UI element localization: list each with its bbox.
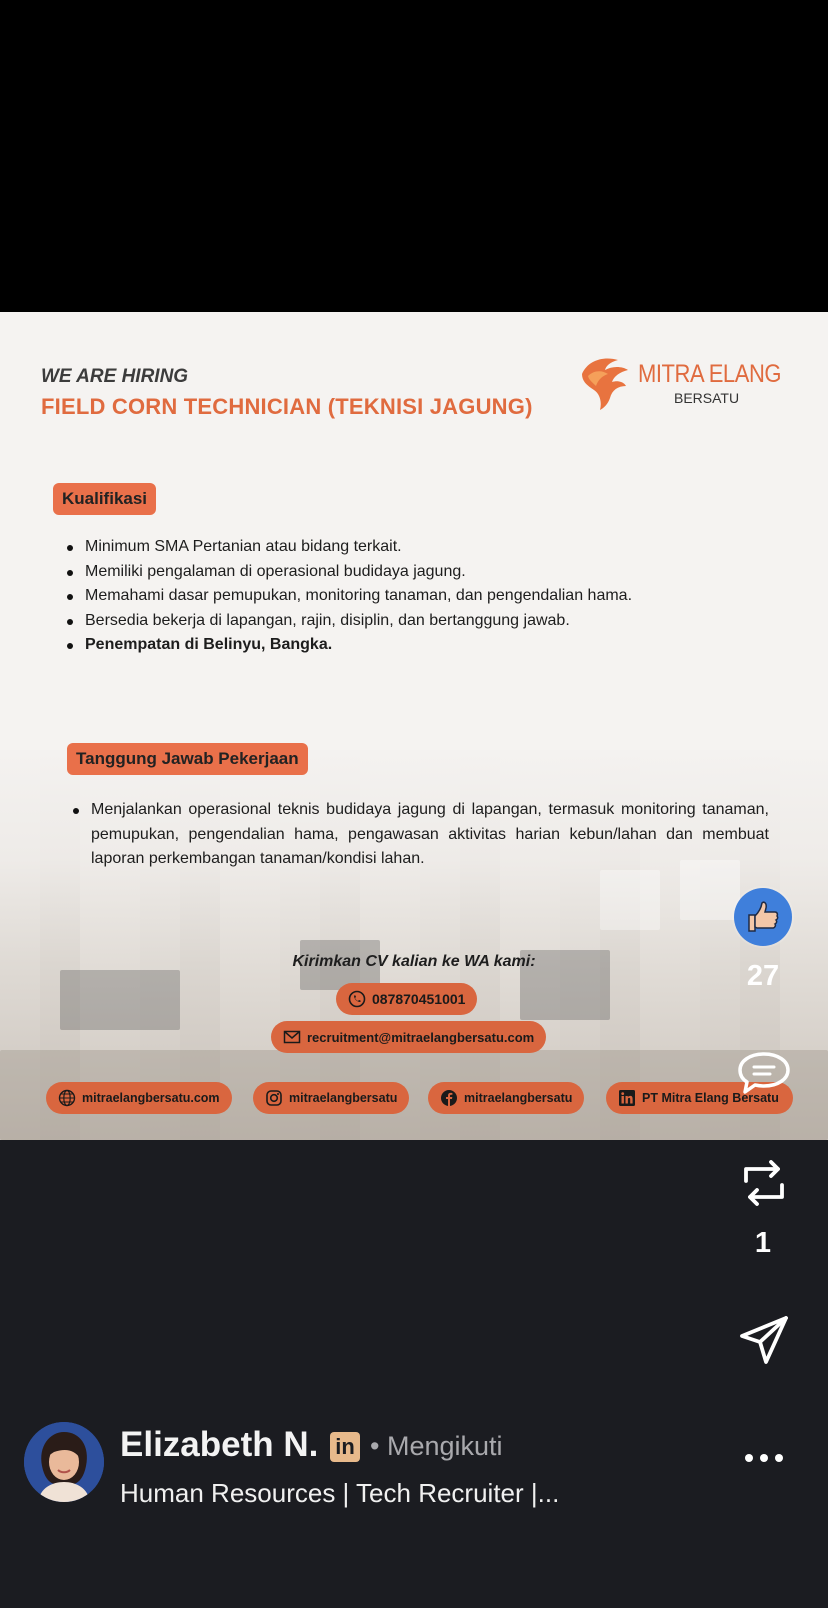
qualifications-list bbox=[63, 535, 743, 658]
bottom-panel bbox=[0, 1140, 828, 1608]
company-logo bbox=[578, 354, 782, 414]
linkedin-icon bbox=[618, 1089, 636, 1107]
post-image[interactable] bbox=[0, 312, 828, 1140]
responsibilities-heading: Tanggung Jawab Pekerjaan bbox=[67, 743, 308, 775]
instagram-handle: mitraelangbersatu bbox=[289, 1091, 398, 1105]
responsibility-item: Menjalankan operasional teknis budidaya jagung di lapangan, termasuk monitoring tanaman, pemupukan, pengendalian hama, pengawasan aktivitas harian kebun/lahan dan membuat laporan perkembangan tanaman/kondisi lahan. bbox=[69, 798, 769, 872]
like-icon bbox=[743, 897, 783, 937]
author-headline: Human Resources | Tech Recruiter |... bbox=[120, 1478, 560, 1508]
send-cv-text: Kirimkan CV kalian ke WA kami: bbox=[292, 953, 536, 970]
logo-name: MITRA ELANG bbox=[638, 360, 782, 388]
avatar[interactable] bbox=[24, 1422, 104, 1502]
qualification-item: Bersedia bekerja di lapangan, rajin, disiplin, dan bertanggung jawab. bbox=[63, 609, 743, 634]
qualification-item: Memiliki pengalaman di operasional budidaya jagung. bbox=[63, 560, 743, 585]
instagram-contact bbox=[253, 1082, 409, 1114]
author-photo bbox=[24, 1422, 104, 1502]
qualifications-heading: Kualifikasi bbox=[53, 483, 156, 515]
responsibilities-list bbox=[69, 798, 769, 872]
facebook-icon bbox=[440, 1089, 458, 1107]
more-dot bbox=[745, 1454, 753, 1462]
email-contact bbox=[271, 1021, 546, 1053]
repost-button[interactable] bbox=[738, 1157, 790, 1209]
repost-icon bbox=[740, 1157, 788, 1209]
follow-status[interactable]: • Mengikuti bbox=[370, 1431, 503, 1461]
job-title: FIELD CORN TECHNICIAN (TEKNISI JAGUNG) bbox=[41, 394, 533, 419]
more-dot bbox=[775, 1454, 783, 1462]
like-count: 27 bbox=[746, 960, 780, 992]
linkedin-badge-icon: in bbox=[330, 1432, 360, 1462]
whatsapp-icon bbox=[348, 990, 366, 1008]
more-dot bbox=[760, 1454, 768, 1462]
whatsapp-contact bbox=[336, 983, 477, 1015]
author-name[interactable]: Elizabeth N. bbox=[120, 1425, 319, 1464]
more-icon[interactable] bbox=[742, 1448, 786, 1468]
comment-button[interactable] bbox=[737, 1051, 791, 1095]
hiring-label: WE ARE HIRING bbox=[41, 366, 189, 387]
top-black-area bbox=[0, 0, 828, 312]
send-icon bbox=[738, 1314, 790, 1366]
qualification-item: Minimum SMA Pertanian atau bidang terkait. bbox=[63, 535, 743, 560]
qualification-item: Memahami dasar pemupukan, monitoring tanaman, dan pengendalian hama. bbox=[63, 584, 743, 609]
email-address: recruitment@mitraelangbersatu.com bbox=[307, 1029, 535, 1045]
eagle-logo-icon bbox=[578, 354, 630, 410]
send-button[interactable] bbox=[738, 1314, 790, 1366]
comment-icon bbox=[737, 1051, 791, 1095]
linkedin-page: PT Mitra Elang Bersatu bbox=[642, 1091, 779, 1105]
globe-icon bbox=[58, 1089, 76, 1107]
website-contact bbox=[46, 1082, 232, 1114]
facebook-handle: mitraelangbersatu bbox=[464, 1091, 573, 1105]
facebook-contact bbox=[428, 1082, 584, 1114]
like-button[interactable] bbox=[734, 888, 792, 946]
website-text: mitraelangbersatu.com bbox=[82, 1091, 220, 1105]
repost-count: 1 bbox=[754, 1227, 772, 1259]
logo-subtitle: BERSATU bbox=[674, 390, 740, 406]
instagram-icon bbox=[265, 1089, 283, 1107]
whatsapp-number: 087870451001 bbox=[372, 991, 466, 1007]
qualification-item: Penempatan di Belinyu, Bangka. bbox=[63, 633, 743, 658]
mail-icon bbox=[283, 1028, 301, 1046]
